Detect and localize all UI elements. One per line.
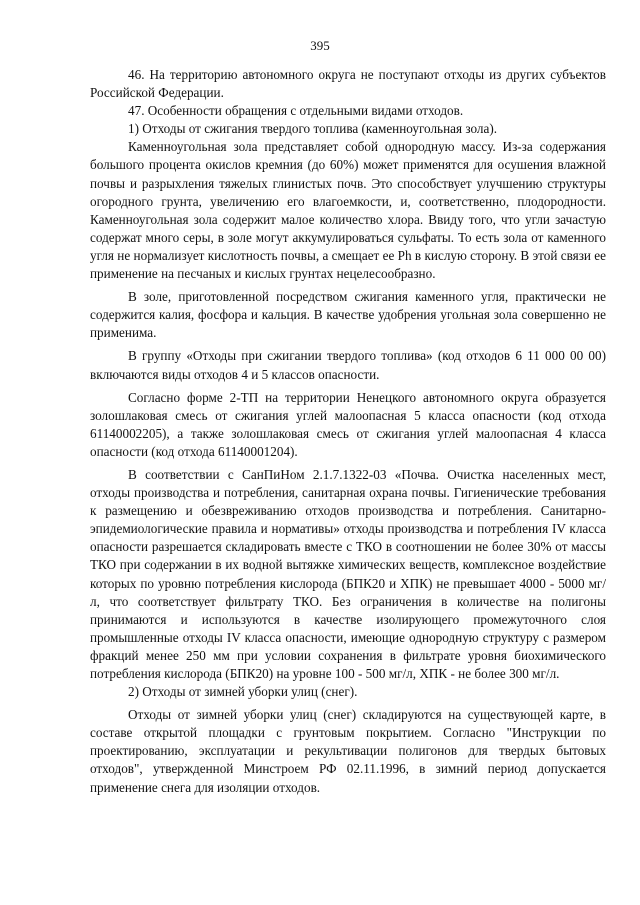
paragraph-subheading-snow: 2) Отходы от зимней уборки улиц (снег). (128, 684, 358, 700)
paragraph-coal-ash: Каменноугольная зола представляет собой однородную массу. Из-за содержания большого процента окислов кремния (до 60%) может применятся для осушения влажной почвы и разрыхления тяжелых глинистых почв. Это способствует улучшению структуры огородного грунта, увеличению его влагоемкости, и, соответственно, плодородности. Каменноугольная зола содержит малое количество хлора. Ввиду того, что угли зачастую содержат много серы, в золе могут аккумулироваться сульфаты. То есть зола от каменного угля не нормализует кислотность почвы, а смещает ее Ph в кислую сторону. В этой связи ее применение на песчаных и кислых грунтах нецелесообразно. (90, 139, 606, 282)
paragraph-item-47: 47. Особенности обращения с отдельными видами отходов. (128, 103, 464, 119)
paragraph-form-2tp: Согласно форме 2-ТП на территории Ненецкого автономного округа образуется золошлаковая смесь от сжигания углей малоопасная 5 класса опасности (код отхода 61140002205), а также золошлаковая смесь от сжигания углей малоопасная 4 класса опасности (код отхода 61140001204). (90, 389, 606, 459)
page-number: 395 (310, 38, 330, 53)
paragraph-ash-composition: В золе, приготовленной посредством сжигания каменного угля, практически не содержится калия, фосфора и кальция. В качестве удобрения угольная зола совершенно не применима. (90, 289, 606, 341)
paragraph-item-46: 46. На территорию автономного округа не поступают отходы из других субъектов Российской Федерации. (90, 67, 606, 101)
paragraph-subheading-solid-fuel: 1) Отходы от сжигания твердого топлива (каменноугольная зола). (128, 121, 498, 137)
paragraph-snow-waste: Отходы от зимней уборки улиц (снег) складируются на существующей карте, в составе открытой площадки с грунтовым покрытием. Согласно "Инструкции по проектированию, эксплуатации и рекультивации полигонов для твердых бытовых отходов", утвержденной Минстроем РФ 02.11.1996, в зимний период допускается применение снега для изоляции отходов. (90, 707, 606, 795)
paragraph-waste-group: В группу «Отходы при сжигании твердого топлива» (код отходов 6 11 000 00 00) включаются виды отходов 4 и 5 классов опасности. (90, 348, 606, 382)
paragraph-sanpin: В соответствии с СанПиНом 2.1.7.1322-03 «Почва. Очистка населенных мест, отходы производства и потребления, санитарная охрана почвы. Гигиенические требования к размещению и обезвреживанию отходов производства и потребления. Санитарно-эпидемиологические правила и нормативы» отходы производства и потребления IV класса опасности разрешается складировать вместе с ТКО в соотношении не более 30% от массы ТКО при содержании в их водной вытяжке химических веществ, комплексное воздействие которых по уровню потребления кислорода (БПК20 и ХПК) не превышает 4000 - 5000 мг/л, что соответствует фильтрату ТКО. Без ограничения в количестве на полигоны принимаются и используются в качестве изолирующего промежуточного слоя промышленные отходы IV класса опасности, имеющие однородную структуру с размером фракций менее 250 мм при условии сохранения в фильтрате уровня биохимического потребления кислорода (БПК20) на уровне 100 - 500 мг/л, ХПК - не более 300 мг/л. (90, 466, 606, 681)
document-body (90, 66, 606, 797)
